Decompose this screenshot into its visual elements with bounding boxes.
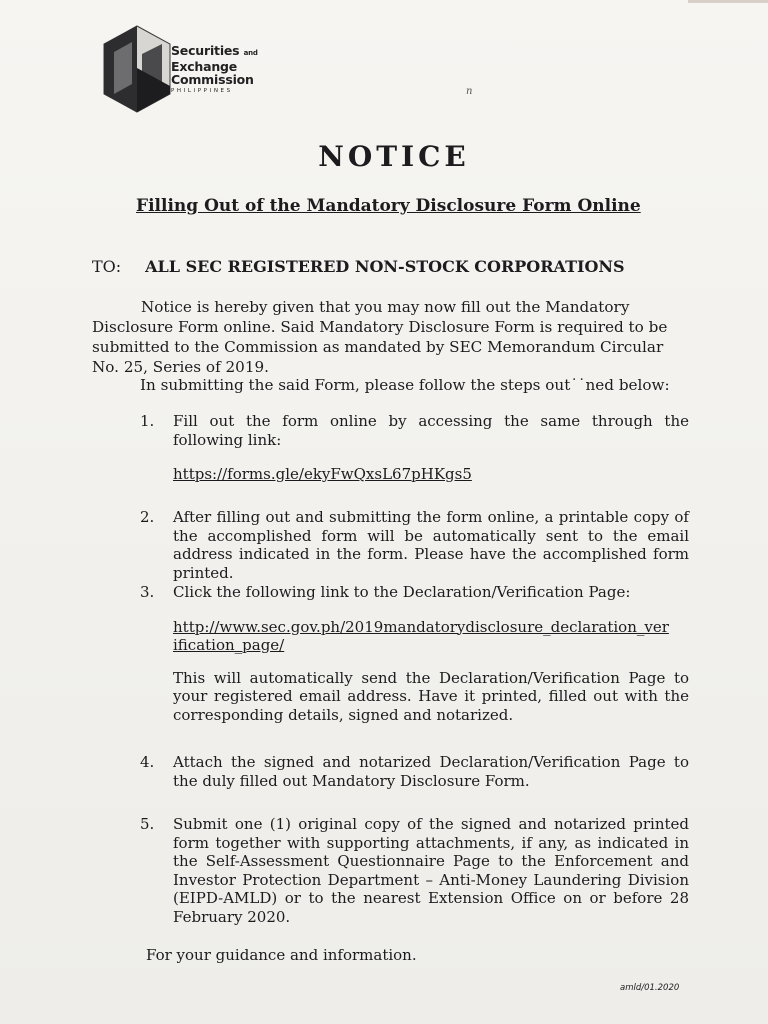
step-number: 1. [140,412,155,430]
step-number: 2. [140,508,155,526]
page-subtitle: Filling Out of the Mandatory Disclosure Form Online [136,196,641,216]
page-title: NOTICE [318,140,470,173]
to-value: ALL SEC REGISTERED NON-STOCK CORPORATIONS [145,257,625,276]
step-followup-text: This will automatically send the Declaration/Verification Page to your registered email address. Have it printed, filled out with the corresponding details, signed and notarized. [173,668,689,724]
step-text: Submit one (1) original copy of the signed and notarized printed form together with supporting attachments, if any, as indicated in the Self-Assessment Questionnaire Page to the Enforcement and Investor Protection Department – Anti-Money Laundering Division (EIPD-AMLD) or to the nearest Extension Office on or before 28 February 2020. [173,815,689,926]
form-link[interactable]: https://forms.gle/ekyFwQxsL67pHKgs5 [173,465,472,483]
step-number: 3. [140,583,155,601]
step-number: 4. [140,753,155,771]
addressee-row [92,257,625,276]
logo-line-exchange: Exchange [171,59,238,74]
step-text: Fill out the form online by accessing the same through the following link: [173,412,689,449]
intro-paragraph: Notice is hereby given that you may now fill out the Mandatory Disclosure Form online. Said Mandatory Disclosure Form is required to be submitted to the Commission as mandated by SEC Memorandum Circular No. 25, Series of 2019. [92,298,668,376]
handwritten-mark: n [466,86,473,97]
step-text: After filling out and submitting the form online, a printable copy of the accomplished form will be automatically sent to the email address indicated in the form. Please have the accomplished form printed. [173,508,689,582]
logo-line-and: and [243,49,258,57]
logo-line-securities: Securities [171,43,240,58]
step-text: Attach the signed and notarized Declaration/Verification Page to the duly filled out Mandatory Disclosure Form. [173,753,689,790]
declaration-link[interactable]: http://www.sec.gov.ph/2019mandatorydisclosure_declaration_verification_page/ [173,617,669,654]
sec-logo-text [171,44,258,94]
logo-line-commission: Commission [171,72,254,87]
step-number: 5. [140,815,155,833]
logo-line-philippines: PHILIPPINES [171,88,233,94]
to-label: TO: [92,257,122,276]
footer-code: amld/01.2020 [620,983,680,993]
steps-intro: In submitting the said Form, please follow the steps out˙˙ned below: [140,376,670,394]
closing-line: For your guidance and information. [146,946,417,964]
page-edge-line [688,0,768,3]
sec-logo-icon [102,24,172,114]
step-text: Click the following link to the Declaration/Verification Page: [173,583,631,601]
